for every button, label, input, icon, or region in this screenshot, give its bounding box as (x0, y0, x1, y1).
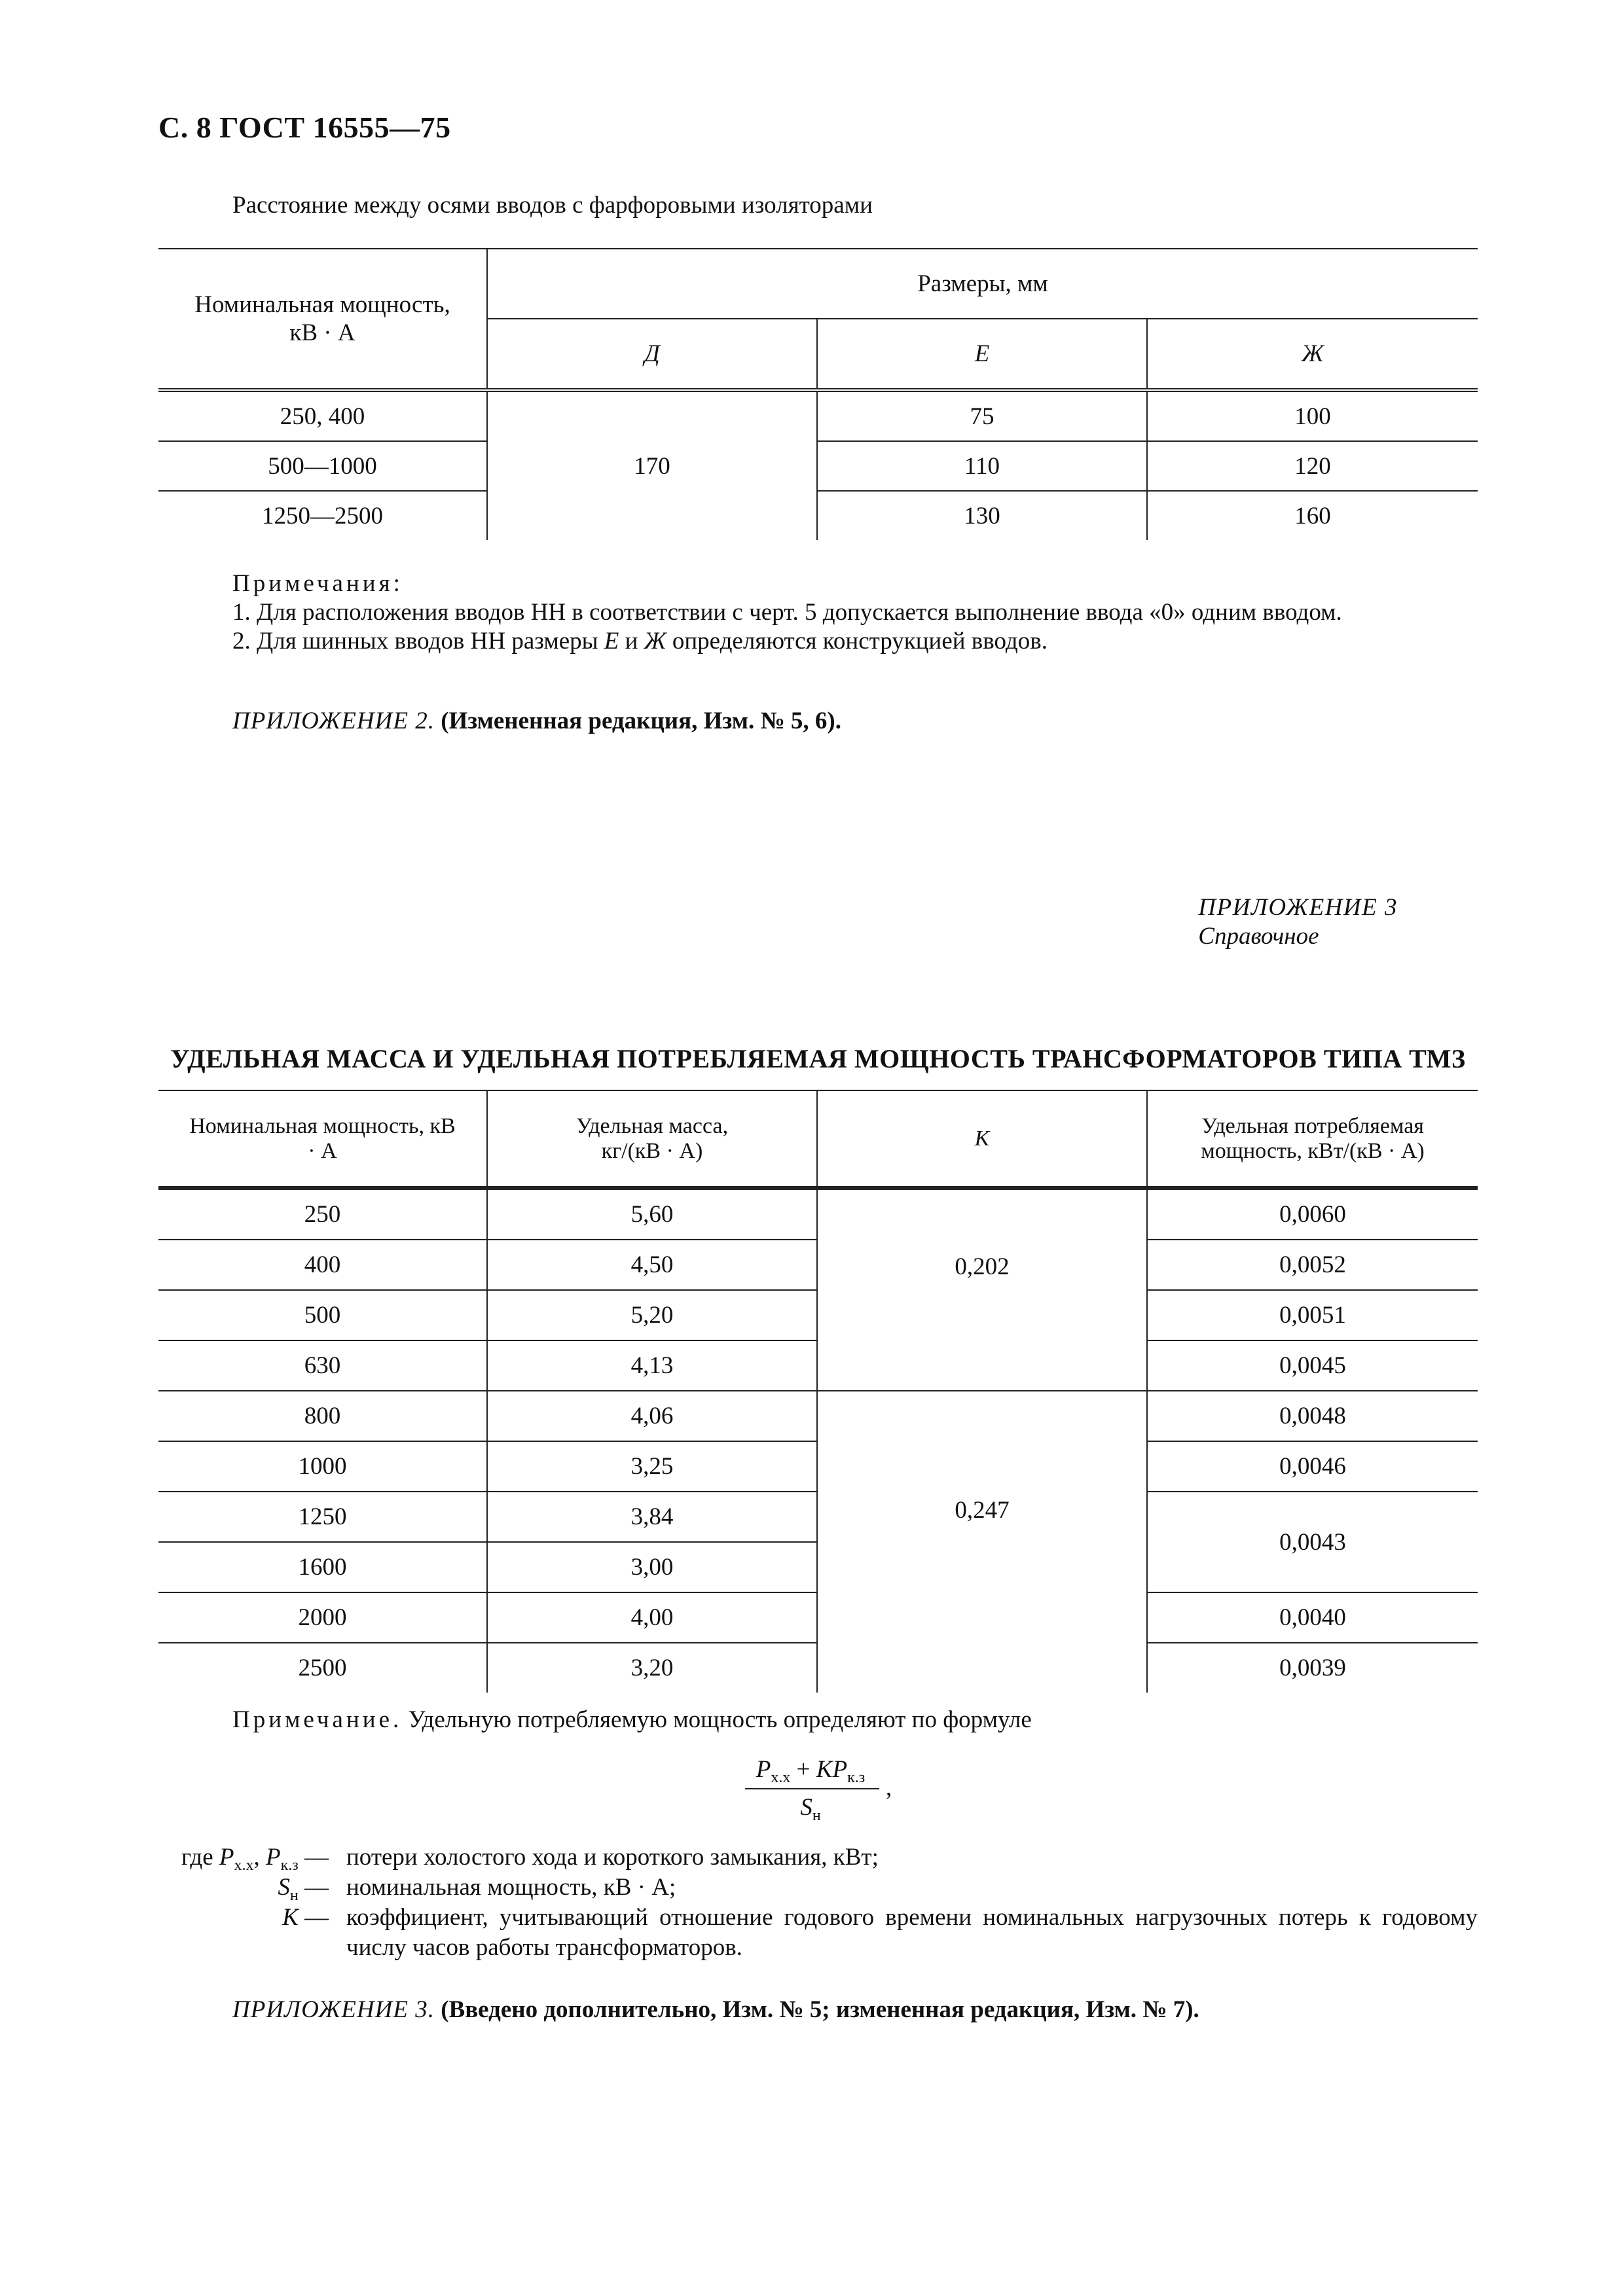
cell-mass: 4,13 (487, 1340, 817, 1391)
formula-denominator: $S_н$ (800, 1794, 821, 1824)
cell-mass: 3,25 (487, 1441, 817, 1492)
note-2-text-b: определяются конструкцией вводов. (672, 628, 1048, 655)
cell-mass: 4,50 (487, 1240, 817, 1290)
table1-notes (158, 569, 1478, 656)
cell-e: 110 (817, 441, 1147, 491)
legend-term: K — (282, 1904, 329, 1931)
cell-mass: 3,20 (487, 1643, 817, 1693)
cell-power: 2500 (298, 1655, 347, 1681)
cell-power: 630 (158, 1340, 487, 1391)
note2-text: Удельную потребляемую мощность определяют по формуле (408, 1706, 1032, 1733)
legend-row (158, 1903, 1478, 1963)
legend-row (158, 1873, 1478, 1903)
header-k: K (817, 1090, 1147, 1188)
header-specific-mass: Удельная масса, кг/(кВ · А) (487, 1090, 817, 1188)
header-col-zh: Ж (1147, 319, 1478, 390)
appendix3-amendment (232, 1996, 1199, 2024)
cell-power: 1000 (158, 1441, 487, 1492)
cell-power: 250 (158, 1188, 487, 1240)
header-dimensions: Размеры, мм (487, 249, 1478, 319)
specific-mass-table (158, 1090, 1478, 1693)
formula-legend (158, 1842, 1478, 1963)
cell-mass: 5,60 (487, 1188, 817, 1240)
table2-note (232, 1706, 1032, 1734)
cell-k-group1: 0,202 (817, 1188, 1147, 1391)
table-row (158, 491, 1478, 540)
header-col-d: Д (487, 319, 817, 390)
cell-consumption: 0,0040 (1147, 1592, 1478, 1643)
cell-mass: 4,06 (487, 1391, 817, 1441)
formula-numerator: $P_{х.х} + KP_{к.з}$ (756, 1756, 866, 1786)
cell-consumption: 0,0048 (1147, 1391, 1478, 1441)
note2-label: Примечание. (232, 1706, 403, 1733)
cell-consumption: 0,0060 (1147, 1188, 1478, 1240)
legend-row (158, 1842, 1478, 1873)
table-row (158, 390, 1478, 441)
bushing-distance-table (158, 248, 1478, 540)
table1-caption: Расстояние между осями вводов с фарфоровыми изоляторами (232, 192, 873, 219)
page-header: С. 8 ГОСТ 16555—75 (158, 111, 451, 144)
cell-power: 400 (158, 1240, 487, 1290)
header-nominal-power: Номинальная мощность, кВ · А (158, 1090, 487, 1188)
cell-mass: 3,00 (487, 1542, 817, 1592)
note-2-and: и (625, 628, 638, 655)
cell-consumption: 0,0046 (1147, 1441, 1478, 1492)
appendix2-label: ПРИЛОЖЕНИЕ 2. (232, 708, 435, 734)
note-2-e: Е (604, 628, 619, 655)
legend-definition: номинальная мощность, кВ · А; (346, 1874, 676, 1901)
header-nominal-power: Номинальная мощность, кВ · А (158, 249, 487, 390)
cell-mass: 3,84 (487, 1492, 817, 1542)
cell-consumption: 0,0043 (1147, 1492, 1478, 1592)
cell-consumption: 0,0045 (1147, 1340, 1478, 1391)
table-row (158, 441, 1478, 491)
legend-term: где $P_{х.х}$, $P_{к.з}$ — (181, 1844, 329, 1874)
appendix3-heading (1198, 893, 1398, 951)
cell-d-merged: 170 (487, 390, 817, 540)
appendix2-amendment (232, 707, 841, 735)
cell-consumption: 0,0052 (1147, 1240, 1478, 1290)
appendix3-title: ПРИЛОЖЕНИЕ 3 (1198, 894, 1398, 921)
cell-power: 250, 400 (158, 390, 487, 441)
note-2-text-a: 2. Для шинных вводов НН размеры (232, 628, 598, 655)
formula-comma: , (886, 1774, 892, 1801)
cell-zh: 120 (1147, 441, 1478, 491)
table-row (158, 1391, 1478, 1441)
legend-term: $S_н$ — (278, 1874, 329, 1904)
cell-power: 500—1000 (158, 441, 487, 491)
formula-fraction-bar (745, 1788, 879, 1789)
cell-e: 75 (817, 390, 1147, 441)
cell-mass: 4,00 (487, 1592, 817, 1643)
header-col-e: Е (817, 319, 1147, 390)
cell-consumption: 0,0051 (1147, 1290, 1478, 1340)
cell-power: 1250—2500 (262, 502, 383, 529)
notes-heading: Примечания: (232, 570, 403, 597)
header-specific-consumption: Удельная потребляемая мощность, кВт/(кВ · А) (1147, 1090, 1478, 1188)
cell-power: 1600 (158, 1542, 487, 1592)
cell-k-group2: 0,247 (817, 1391, 1147, 1693)
table2-title: УДЕЛЬНАЯ МАССА И УДЕЛЬНАЯ ПОТРЕБЛЯЕМАЯ МОЩНОСТЬ ТРАНСФОРМАТОРОВ ТИПА ТМЗ (170, 1044, 1466, 1073)
cell-power: 800 (158, 1391, 487, 1441)
note-1: 1. Для расположения вводов НН в соответствии с черт. 5 допускается выполнение ввода «0» одним вводом. (232, 599, 1342, 626)
cell-power: 1250 (158, 1492, 487, 1542)
appendix2-text: (Измененная редакция, Изм. № 5, 6). (441, 708, 841, 734)
appendix3-label: ПРИЛОЖЕНИЕ 3. (232, 1996, 435, 2023)
cell-zh: 160 (1147, 491, 1478, 540)
cell-e: 130 (817, 491, 1147, 540)
appendix3-text: (Введено дополнительно, Изм. № 5; измененная редакция, Изм. № 7). (441, 1996, 1199, 2023)
cell-power: 2000 (158, 1592, 487, 1643)
cell-consumption: 0,0039 (1147, 1643, 1478, 1693)
note-2 (158, 627, 1478, 656)
note-2-zh: Ж (644, 628, 666, 655)
cell-mass: 5,20 (487, 1290, 817, 1340)
legend-definition: коэффициент, учитывающий отношение годового времени номинальных нагрузочных потерь к годовому числу часов работы трансформаторов. (346, 1904, 1478, 1961)
legend-definition: потери холостого хода и короткого замыкания, кВт; (346, 1844, 879, 1871)
appendix3-subtitle: Справочное (1198, 923, 1319, 950)
cell-zh: 100 (1147, 390, 1478, 441)
cell-power: 500 (158, 1290, 487, 1340)
table-row (158, 1188, 1478, 1240)
